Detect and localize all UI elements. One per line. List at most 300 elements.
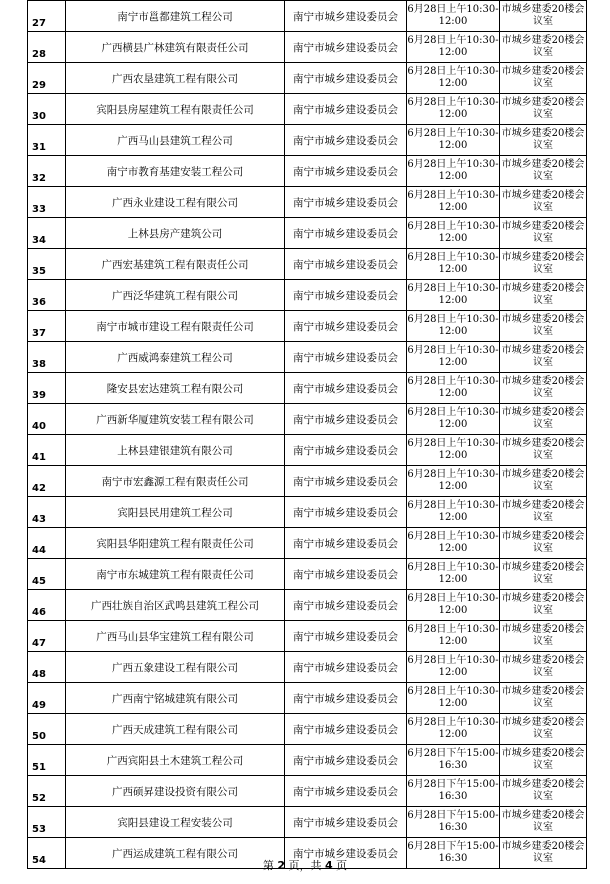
meeting-place: 市城乡建委20楼会议室: [501, 128, 585, 151]
company-name: 南宁市东城建筑工程有限责任公司: [96, 568, 254, 581]
meeting-time-cell: [407, 218, 500, 249]
table-row: [28, 1, 587, 32]
meeting-place: 市城乡建委20楼会议室: [501, 190, 585, 213]
row-number-cell: [28, 1, 66, 32]
meeting-place-cell: [500, 683, 587, 714]
row-number-cell: [28, 280, 66, 311]
company-name-cell: [66, 621, 285, 652]
table-row: [28, 311, 587, 342]
table-row: [28, 218, 587, 249]
organizer-cell: [285, 683, 407, 714]
meeting-place-cell: [500, 404, 587, 435]
organizer: 南宁市城乡建设委员会: [293, 41, 398, 54]
row-number: 44: [32, 545, 46, 556]
company-name-cell: [66, 807, 285, 838]
meeting-place-cell: [500, 94, 587, 125]
table-row: [28, 652, 587, 683]
meeting-time: 6月28日上午10:30-12:00: [407, 283, 499, 306]
company-name-cell: [66, 187, 285, 218]
row-number: 40: [32, 421, 46, 432]
meeting-time-cell: [407, 590, 500, 621]
meeting-time: 6月28日下午15:00-16:30: [407, 841, 499, 864]
meeting-time-cell: [407, 1, 500, 32]
organizer-cell: [285, 280, 407, 311]
meeting-time-cell: [407, 404, 500, 435]
organizer: 南宁市城乡建设委员会: [293, 196, 398, 209]
row-number-cell: [28, 590, 66, 621]
row-number: 30: [32, 111, 46, 122]
organizer: 南宁市城乡建设委员会: [293, 816, 398, 829]
meeting-place: 市城乡建委20楼会议室: [501, 407, 585, 430]
row-number-cell: [28, 156, 66, 187]
meeting-time-cell: [407, 621, 500, 652]
organizer-cell: [285, 373, 407, 404]
table-row: [28, 280, 587, 311]
meeting-time: 6月28日上午10:30-12:00: [407, 190, 499, 213]
meeting-place: 市城乡建委20楼会议室: [501, 314, 585, 337]
meeting-place-cell: [500, 249, 587, 280]
meeting-place: 市城乡建委20楼会议室: [501, 748, 585, 771]
table-row: [28, 32, 587, 63]
meeting-place: 市城乡建委20楼会议室: [501, 562, 585, 585]
row-number-cell: [28, 652, 66, 683]
organizer: 南宁市城乡建设委员会: [293, 723, 398, 736]
meeting-time-cell: [407, 94, 500, 125]
meeting-time-cell: [407, 559, 500, 590]
organizer: 南宁市城乡建设委员会: [293, 351, 398, 364]
organizer: 南宁市城乡建设委员会: [293, 754, 398, 767]
table-row: [28, 94, 587, 125]
row-number: 29: [32, 80, 46, 91]
meeting-time: 6月28日上午10:30-12:00: [407, 252, 499, 275]
meeting-time: 6月28日上午10:30-12:00: [407, 221, 499, 244]
organizer-cell: [285, 807, 407, 838]
meeting-place: 市城乡建委20楼会议室: [501, 841, 585, 864]
meeting-place: 市城乡建委20楼会议室: [501, 779, 585, 802]
meeting-time: 6月28日上午10:30-12:00: [407, 686, 499, 709]
meeting-place: 市城乡建委20楼会议室: [501, 655, 585, 678]
organizer: 南宁市城乡建设委员会: [293, 661, 398, 674]
organizer-cell: [285, 652, 407, 683]
row-number-cell: [28, 63, 66, 94]
meeting-time-cell: [407, 466, 500, 497]
company-name-cell: [66, 590, 285, 621]
meeting-time: 6月28日上午10:30-12:00: [407, 469, 499, 492]
meeting-time-cell: [407, 652, 500, 683]
meeting-place-cell: [500, 590, 587, 621]
company-name-cell: [66, 311, 285, 342]
meeting-place-cell: [500, 373, 587, 404]
organizer-cell: [285, 559, 407, 590]
row-number: 53: [32, 824, 46, 835]
organizer-cell: [285, 156, 407, 187]
table-row: [28, 621, 587, 652]
meeting-time-cell: [407, 435, 500, 466]
table-row: [28, 559, 587, 590]
table-row: [28, 528, 587, 559]
meeting-time-cell: [407, 683, 500, 714]
meeting-time-cell: [407, 745, 500, 776]
meeting-time: 6月28日下午15:00-16:30: [407, 810, 499, 833]
company-name-cell: [66, 776, 285, 807]
company-name: 广西横县广林建筑有限责任公司: [101, 41, 249, 54]
organizer-cell: [285, 714, 407, 745]
row-number-cell: [28, 249, 66, 280]
meeting-time: 6月28日上午10:30-12:00: [407, 407, 499, 430]
row-number-cell: [28, 373, 66, 404]
meeting-time: 6月28日上午10:30-12:00: [407, 4, 499, 27]
table-row: [28, 435, 587, 466]
table-row: [28, 497, 587, 528]
meeting-place-cell: [500, 776, 587, 807]
company-name: 南宁市教育基建安装工程公司: [106, 165, 244, 178]
meeting-time: 6月28日上午10:30-12:00: [407, 128, 499, 151]
meeting-time-cell: [407, 807, 500, 838]
row-number-cell: [28, 745, 66, 776]
meeting-time: 6月28日上午10:30-12:00: [407, 376, 499, 399]
company-name-cell: [66, 280, 285, 311]
organizer: 南宁市城乡建设委员会: [293, 847, 398, 860]
company-name: 宾阳县民用建筑工程公司: [117, 506, 233, 519]
meeting-time: 6月28日下午15:00-16:30: [407, 779, 499, 802]
meeting-time-cell: [407, 528, 500, 559]
row-number: 36: [32, 297, 46, 308]
meeting-place-cell: [500, 497, 587, 528]
organizer: 南宁市城乡建设委员会: [293, 599, 398, 612]
meeting-time: 6月28日上午10:30-12:00: [407, 35, 499, 58]
table-row: [28, 807, 587, 838]
meeting-place: 市城乡建委20楼会议室: [501, 717, 585, 740]
meeting-time-cell: [407, 63, 500, 94]
meeting-time: 6月28日上午10:30-12:00: [407, 438, 499, 461]
table-row: [28, 187, 587, 218]
row-number-cell: [28, 94, 66, 125]
footer-total-pages: 4: [325, 859, 333, 872]
row-number-cell: [28, 311, 66, 342]
meeting-place: 市城乡建委20楼会议室: [501, 66, 585, 89]
row-number-cell: [28, 497, 66, 528]
row-number: 54: [32, 855, 46, 866]
meeting-time: 6月28日上午10:30-12:00: [407, 66, 499, 89]
organizer-cell: [285, 32, 407, 63]
meeting-place-cell: [500, 218, 587, 249]
meeting-time-cell: [407, 280, 500, 311]
company-name-cell: [66, 745, 285, 776]
company-name: 广西南宁铭城建筑有限公司: [112, 692, 238, 705]
footer-middle: 页，共: [288, 859, 322, 872]
row-number: 48: [32, 669, 46, 680]
meeting-time: 6月28日上午10:30-12:00: [407, 593, 499, 616]
meeting-place-cell: [500, 63, 587, 94]
company-name: 广西永业建设工程有限公司: [112, 196, 238, 209]
meeting-place-cell: [500, 435, 587, 466]
meeting-time-cell: [407, 249, 500, 280]
meeting-time-cell: [407, 497, 500, 528]
organizer: 南宁市城乡建设委员会: [293, 568, 398, 581]
organizer-cell: [285, 1, 407, 32]
organizer: 南宁市城乡建设委员会: [293, 72, 398, 85]
meeting-time: 6月28日上午10:30-12:00: [407, 345, 499, 368]
meeting-time-cell: [407, 32, 500, 63]
company-name: 广西宏基建筑工程有限责任公司: [101, 258, 249, 271]
meeting-place: 市城乡建委20楼会议室: [501, 221, 585, 244]
company-name-cell: [66, 156, 285, 187]
meeting-time: 6月28日上午10:30-12:00: [407, 562, 499, 585]
row-number: 49: [32, 700, 46, 711]
meeting-place: 市城乡建委20楼会议室: [501, 531, 585, 554]
organizer-cell: [285, 590, 407, 621]
table-row: [28, 156, 587, 187]
row-number: 50: [32, 731, 46, 742]
meeting-time-cell: [407, 373, 500, 404]
row-number-cell: [28, 187, 66, 218]
meeting-time: 6月28日上午10:30-12:00: [407, 531, 499, 554]
meeting-time: 6月28日上午10:30-12:00: [407, 717, 499, 740]
organizer-cell: [285, 125, 407, 156]
meeting-place: 市城乡建委20楼会议室: [501, 810, 585, 833]
meeting-place: 市城乡建委20楼会议室: [501, 159, 585, 182]
table-row: [28, 776, 587, 807]
organizer-cell: [285, 94, 407, 125]
row-number-cell: [28, 342, 66, 373]
footer-page-number: 2: [277, 859, 285, 872]
organizer: 南宁市城乡建设委员会: [293, 537, 398, 550]
organizer: 南宁市城乡建设委员会: [293, 165, 398, 178]
row-number: 41: [32, 452, 46, 463]
meeting-time: 6月28日上午10:30-12:00: [407, 159, 499, 182]
organizer-cell: [285, 187, 407, 218]
row-number-cell: [28, 125, 66, 156]
organizer: 南宁市城乡建设委员会: [293, 444, 398, 457]
company-name: 宾阳县华阳建筑工程有限责任公司: [96, 537, 254, 550]
company-name-cell: [66, 714, 285, 745]
company-name-cell: [66, 249, 285, 280]
row-number-cell: [28, 621, 66, 652]
company-name-cell: [66, 373, 285, 404]
meeting-time-cell: [407, 714, 500, 745]
meeting-time: 6月28日上午10:30-12:00: [407, 624, 499, 647]
organizer: 南宁市城乡建设委员会: [293, 320, 398, 333]
organizer-cell: [285, 218, 407, 249]
table-row: [28, 745, 587, 776]
company-name-cell: [66, 1, 285, 32]
schedule-table: [27, 0, 587, 869]
organizer: 南宁市城乡建设委员会: [293, 785, 398, 798]
footer-prefix: 第: [262, 859, 274, 872]
meeting-place: 市城乡建委20楼会议室: [501, 376, 585, 399]
organizer: 南宁市城乡建设委员会: [293, 413, 398, 426]
meeting-place: 市城乡建委20楼会议室: [501, 624, 585, 647]
organizer: 南宁市城乡建设委员会: [293, 630, 398, 643]
row-number: 39: [32, 390, 46, 401]
organizer: 南宁市城乡建设委员会: [293, 134, 398, 147]
company-name: 宾阳县建设工程安装公司: [117, 816, 233, 829]
organizer: 南宁市城乡建设委员会: [293, 475, 398, 488]
schedule-table-container: [27, 0, 587, 869]
row-number: 35: [32, 266, 46, 277]
meeting-place: 市城乡建委20楼会议室: [501, 4, 585, 27]
row-number-cell: [28, 435, 66, 466]
company-name-cell: [66, 125, 285, 156]
meeting-place: 市城乡建委20楼会议室: [501, 686, 585, 709]
company-name-cell: [66, 94, 285, 125]
meeting-place-cell: [500, 807, 587, 838]
meeting-time-cell: [407, 125, 500, 156]
organizer-cell: [285, 621, 407, 652]
meeting-place-cell: [500, 342, 587, 373]
company-name: 广西威鸿泰建筑工程公司: [117, 351, 233, 364]
organizer-cell: [285, 776, 407, 807]
meeting-time: 6月28日上午10:30-12:00: [407, 314, 499, 337]
table-row: [28, 249, 587, 280]
meeting-place: 市城乡建委20楼会议室: [501, 252, 585, 275]
organizer-cell: [285, 497, 407, 528]
meeting-time-cell: [407, 187, 500, 218]
meeting-time: 6月28日上午10:30-12:00: [407, 655, 499, 678]
organizer-cell: [285, 249, 407, 280]
company-name-cell: [66, 404, 285, 435]
table-row: [28, 373, 587, 404]
company-name-cell: [66, 32, 285, 63]
company-name: 广西马山县建筑工程公司: [117, 134, 233, 147]
organizer: 南宁市城乡建设委员会: [293, 103, 398, 116]
organizer-cell: [285, 311, 407, 342]
company-name: 广西天成建筑工程有限公司: [112, 723, 238, 736]
company-name: 广西运成建筑工程有限公司: [112, 847, 238, 860]
company-name-cell: [66, 559, 285, 590]
company-name-cell: [66, 497, 285, 528]
row-number-cell: [28, 559, 66, 590]
company-name-cell: [66, 435, 285, 466]
meeting-place-cell: [500, 466, 587, 497]
table-row: [28, 63, 587, 94]
company-name: 广西壮族自治区武鸣县建筑工程公司: [91, 599, 259, 612]
meeting-time: 6月28日下午15:00-16:30: [407, 748, 499, 771]
row-number: 46: [32, 607, 46, 618]
company-name-cell: [66, 466, 285, 497]
meeting-time-cell: [407, 342, 500, 373]
company-name: 南宁市邕都建筑工程公司: [117, 10, 233, 23]
row-number: 52: [32, 793, 46, 804]
company-name: 上林县建银建筑有限公司: [117, 444, 233, 457]
organizer: 南宁市城乡建设委员会: [293, 506, 398, 519]
meeting-place-cell: [500, 1, 587, 32]
organizer: 南宁市城乡建设委员会: [293, 289, 398, 302]
footer-suffix: 页: [336, 859, 348, 872]
row-number: 32: [32, 173, 46, 184]
meeting-place-cell: [500, 125, 587, 156]
meeting-place-cell: [500, 621, 587, 652]
meeting-place: 市城乡建委20楼会议室: [501, 469, 585, 492]
row-number-cell: [28, 776, 66, 807]
meeting-place-cell: [500, 311, 587, 342]
row-number: 31: [32, 142, 46, 153]
meeting-time: 6月28日上午10:30-12:00: [407, 97, 499, 120]
organizer-cell: [285, 404, 407, 435]
organizer-cell: [285, 528, 407, 559]
meeting-place: 市城乡建委20楼会议室: [501, 97, 585, 120]
table-row: [28, 714, 587, 745]
company-name-cell: [66, 652, 285, 683]
meeting-place-cell: [500, 714, 587, 745]
meeting-place-cell: [500, 528, 587, 559]
meeting-place: 市城乡建委20楼会议室: [501, 283, 585, 306]
organizer: 南宁市城乡建设委员会: [293, 692, 398, 705]
company-name-cell: [66, 528, 285, 559]
row-number: 47: [32, 638, 46, 649]
meeting-place: 市城乡建委20楼会议室: [501, 438, 585, 461]
meeting-place-cell: [500, 559, 587, 590]
table-row: [28, 125, 587, 156]
company-name-cell: [66, 342, 285, 373]
meeting-place: 市城乡建委20楼会议室: [501, 345, 585, 368]
meeting-place: 市城乡建委20楼会议室: [501, 500, 585, 523]
company-name: 广西农垦建筑工程有限公司: [112, 72, 238, 85]
row-number: 28: [32, 49, 46, 60]
company-name: 广西硕昇建设投资有限公司: [112, 785, 238, 798]
row-number-cell: [28, 218, 66, 249]
page-footer: [0, 857, 610, 873]
row-number-cell: [28, 528, 66, 559]
meeting-place-cell: [500, 280, 587, 311]
meeting-place-cell: [500, 187, 587, 218]
row-number-cell: [28, 683, 66, 714]
company-name: 南宁市城市建设工程有限责任公司: [96, 320, 254, 333]
meeting-place: 市城乡建委20楼会议室: [501, 35, 585, 58]
row-number-cell: [28, 32, 66, 63]
meeting-place-cell: [500, 652, 587, 683]
organizer-cell: [285, 342, 407, 373]
organizer-cell: [285, 745, 407, 776]
company-name-cell: [66, 63, 285, 94]
row-number: 34: [32, 235, 46, 246]
company-name: 南宁市宏鑫源工程有限责任公司: [101, 475, 249, 488]
row-number: 45: [32, 576, 46, 587]
company-name: 广西泛华建筑工程有限公司: [112, 289, 238, 302]
meeting-time-cell: [407, 776, 500, 807]
company-name: 广西马山县华宝建筑工程有限公司: [96, 630, 254, 643]
organizer: 南宁市城乡建设委员会: [293, 258, 398, 271]
table-row: [28, 466, 587, 497]
organizer-cell: [285, 63, 407, 94]
organizer-cell: [285, 466, 407, 497]
meeting-place-cell: [500, 32, 587, 63]
organizer-cell: [285, 435, 407, 466]
row-number-cell: [28, 466, 66, 497]
table-row: [28, 683, 587, 714]
company-name: 广西宾阳县土木建筑工程公司: [106, 754, 244, 767]
row-number-cell: [28, 807, 66, 838]
table-row: [28, 404, 587, 435]
row-number: 51: [32, 762, 46, 773]
row-number: 27: [32, 18, 46, 29]
company-name: 宾阳县房屋建筑工程有限责任公司: [96, 103, 254, 116]
row-number: 38: [32, 359, 46, 370]
row-number: 42: [32, 483, 46, 494]
row-number: 43: [32, 514, 46, 525]
table-body: [28, 1, 587, 869]
organizer: 南宁市城乡建设委员会: [293, 10, 398, 23]
row-number-cell: [28, 404, 66, 435]
company-name: 广西五象建设工程有限公司: [112, 661, 238, 674]
table-row: [28, 590, 587, 621]
table-row: [28, 342, 587, 373]
company-name-cell: [66, 218, 285, 249]
row-number-cell: [28, 714, 66, 745]
company-name-cell: [66, 683, 285, 714]
meeting-place-cell: [500, 156, 587, 187]
meeting-place-cell: [500, 745, 587, 776]
